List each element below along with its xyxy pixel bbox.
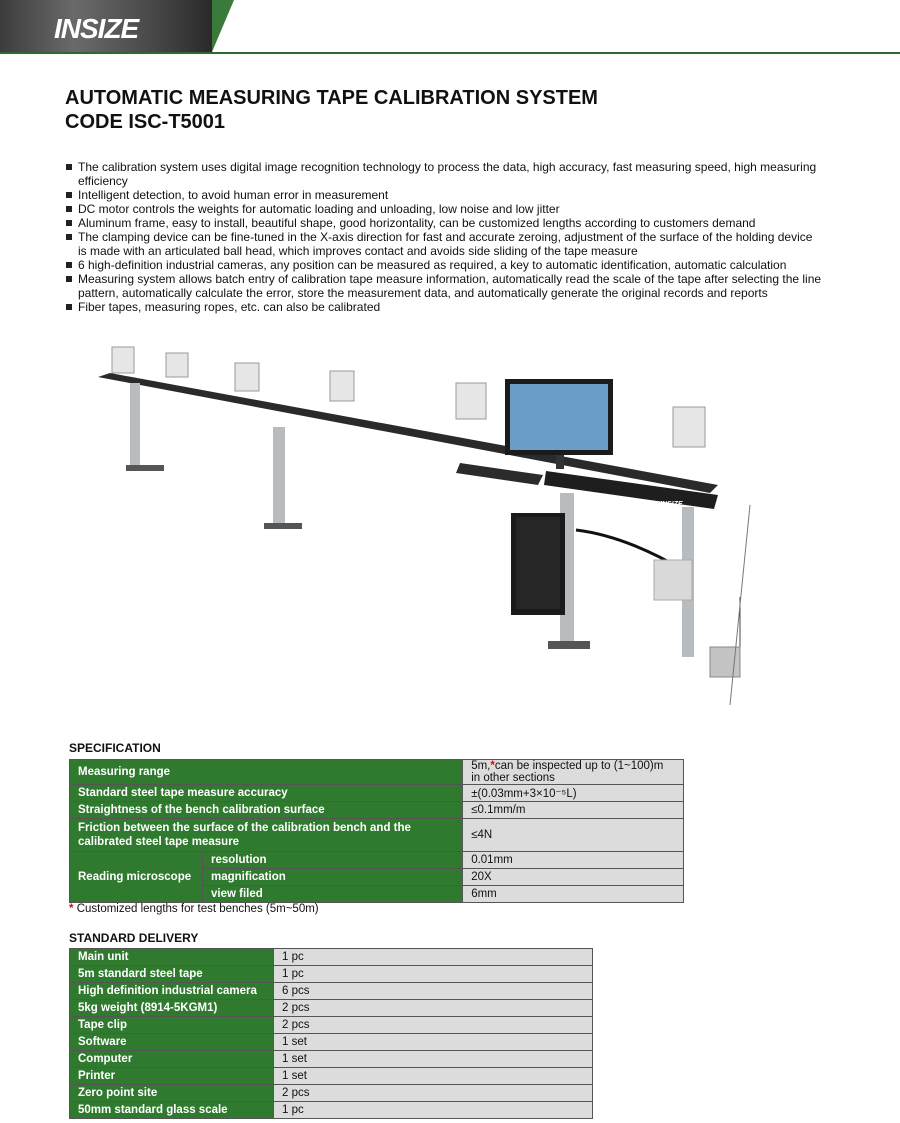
bench-foot bbox=[126, 465, 164, 471]
bench-leg bbox=[273, 427, 285, 527]
delivery-qty: 1 pc bbox=[274, 1102, 593, 1119]
bench-leg bbox=[130, 383, 140, 465]
camera-unit bbox=[330, 371, 354, 401]
camera-unit bbox=[673, 407, 705, 447]
monitor-stand bbox=[556, 455, 564, 469]
delivery-heading: STANDARD DELIVERY bbox=[69, 931, 199, 945]
spec-label: Standard steel tape measure accuracy bbox=[70, 785, 463, 802]
spec-label: Straightness of the bench calibration surface bbox=[70, 802, 463, 819]
feature-list bbox=[64, 160, 824, 314]
camera-unit bbox=[166, 353, 188, 377]
title-line-2: CODE ISC-T5001 bbox=[65, 111, 226, 133]
header-band bbox=[0, 0, 900, 56]
spec-table bbox=[69, 759, 684, 903]
bench-foot bbox=[548, 641, 590, 649]
delivery-item: Printer bbox=[70, 1068, 274, 1085]
delivery-qty: 1 set bbox=[274, 1051, 593, 1068]
delivery-qty: 2 pcs bbox=[274, 1017, 593, 1034]
spec-sublabel: resolution bbox=[203, 852, 463, 869]
spec-value-text: can be inspected up to (1~100)m in other sections bbox=[471, 760, 664, 784]
table-row bbox=[70, 1000, 593, 1017]
feature-item: Intelligent detection, to avoid human error in measurement bbox=[64, 188, 824, 202]
page-title bbox=[65, 86, 598, 134]
calibration-rail bbox=[98, 373, 718, 493]
spec-value bbox=[463, 760, 684, 785]
motor-plate bbox=[654, 560, 692, 600]
spec-label: Measuring range bbox=[70, 760, 463, 785]
camera-unit bbox=[235, 363, 259, 391]
delivery-qty: 1 set bbox=[274, 1034, 593, 1051]
camera-unit bbox=[456, 383, 486, 419]
spec-sublabel: magnification bbox=[203, 869, 463, 886]
table-row bbox=[70, 1068, 593, 1085]
table-row bbox=[70, 966, 593, 983]
table-row bbox=[70, 785, 684, 802]
footnote-text: Customized lengths for test benches (5m~50m) bbox=[76, 903, 319, 915]
spec-value: ±(0.03mm+3×10⁻⁵L) bbox=[463, 785, 684, 802]
spec-value: 0.01mm bbox=[463, 852, 684, 869]
spec-value: ≤4N bbox=[463, 819, 684, 852]
delivery-item: 5m standard steel tape bbox=[70, 966, 274, 983]
spec-value: 6mm bbox=[463, 886, 684, 903]
spec-label: Reading microscope bbox=[70, 852, 203, 903]
feature-item: Measuring system allows batch entry of calibration tape measure information, automatically read the scale of the tape after selecting the line pattern, automatically calculate the error, store the measurement data, and automatically generate the original records and reports bbox=[64, 272, 824, 300]
delivery-qty: 2 pcs bbox=[274, 1085, 593, 1102]
delivery-item: Zero point site bbox=[70, 1085, 274, 1102]
monitor-screen bbox=[510, 384, 608, 450]
spec-heading: SPECIFICATION bbox=[69, 741, 161, 755]
delivery-item: Software bbox=[70, 1034, 274, 1051]
spec-value: ≤0.1mm/m bbox=[463, 802, 684, 819]
spec-value-text: 5m, bbox=[471, 760, 491, 772]
product-illustration bbox=[98, 335, 778, 720]
table-row bbox=[70, 1102, 593, 1119]
keyboard bbox=[456, 463, 543, 485]
rail-brand-label: INSIZE bbox=[660, 501, 683, 508]
camera-unit bbox=[112, 347, 134, 373]
delivery-item: High definition industrial camera bbox=[70, 983, 274, 1000]
table-row bbox=[70, 983, 593, 1000]
delivery-qty: 1 set bbox=[274, 1068, 593, 1085]
table-row bbox=[70, 949, 593, 966]
footnote bbox=[69, 903, 319, 915]
title-line-1: AUTOMATIC MEASURING TAPE CALIBRATION SYSTEM bbox=[65, 87, 598, 109]
feature-item: 6 high-definition industrial cameras, any position can be measured as required, a key to automatic identification, automatic calculation bbox=[64, 258, 824, 272]
spec-value: 20X bbox=[463, 869, 684, 886]
table-row bbox=[70, 1051, 593, 1068]
table-row bbox=[70, 1017, 593, 1034]
brand-logo-text: INSIZE bbox=[54, 13, 139, 44]
feature-item: DC motor controls the weights for automatic loading and unloading, low noise and low jitter bbox=[64, 202, 824, 216]
table-row bbox=[70, 1034, 593, 1051]
delivery-item: 50mm standard glass scale bbox=[70, 1102, 274, 1119]
table-row bbox=[70, 1085, 593, 1102]
feature-item: The calibration system uses digital image recognition technology to process the data, high accuracy, fast measuring speed, high measuring efficiency bbox=[64, 160, 824, 188]
pc-tower-front bbox=[516, 517, 560, 609]
brand-logo bbox=[0, 0, 212, 52]
delivery-qty: 1 pc bbox=[274, 966, 593, 983]
note-star: * bbox=[490, 760, 495, 772]
delivery-item: Computer bbox=[70, 1051, 274, 1068]
delivery-table bbox=[69, 948, 593, 1119]
feature-item: Fiber tapes, measuring ropes, etc. can also be calibrated bbox=[64, 300, 824, 314]
note-star: * bbox=[69, 903, 74, 915]
delivery-qty: 2 pcs bbox=[274, 1000, 593, 1017]
spec-label: Friction between the surface of the calibration bench and the calibrated steel tape measure bbox=[70, 819, 463, 852]
delivery-item: Main unit bbox=[70, 949, 274, 966]
header-divider bbox=[0, 52, 900, 54]
spec-sublabel: view filed bbox=[203, 886, 463, 903]
table-row bbox=[70, 819, 684, 852]
table-row bbox=[70, 760, 684, 785]
feature-item: The clamping device can be fine-tuned in the X-axis direction for fast and accurate zeroing, adjustment of the surface of the holding device is made with an articulated ball head, which improves contact and avoids side sliding of the tape measure bbox=[64, 230, 824, 258]
bench-foot bbox=[264, 523, 302, 529]
table-row bbox=[70, 852, 684, 869]
delivery-qty: 1 pc bbox=[274, 949, 593, 966]
table-row bbox=[70, 802, 684, 819]
delivery-item: Tape clip bbox=[70, 1017, 274, 1034]
feature-item: Aluminum frame, easy to install, beautiful shape, good horizontality, can be customized lengths according to customers demand bbox=[64, 216, 824, 230]
delivery-qty: 6 pcs bbox=[274, 983, 593, 1000]
delivery-item: 5kg weight (8914-5KGM1) bbox=[70, 1000, 274, 1017]
